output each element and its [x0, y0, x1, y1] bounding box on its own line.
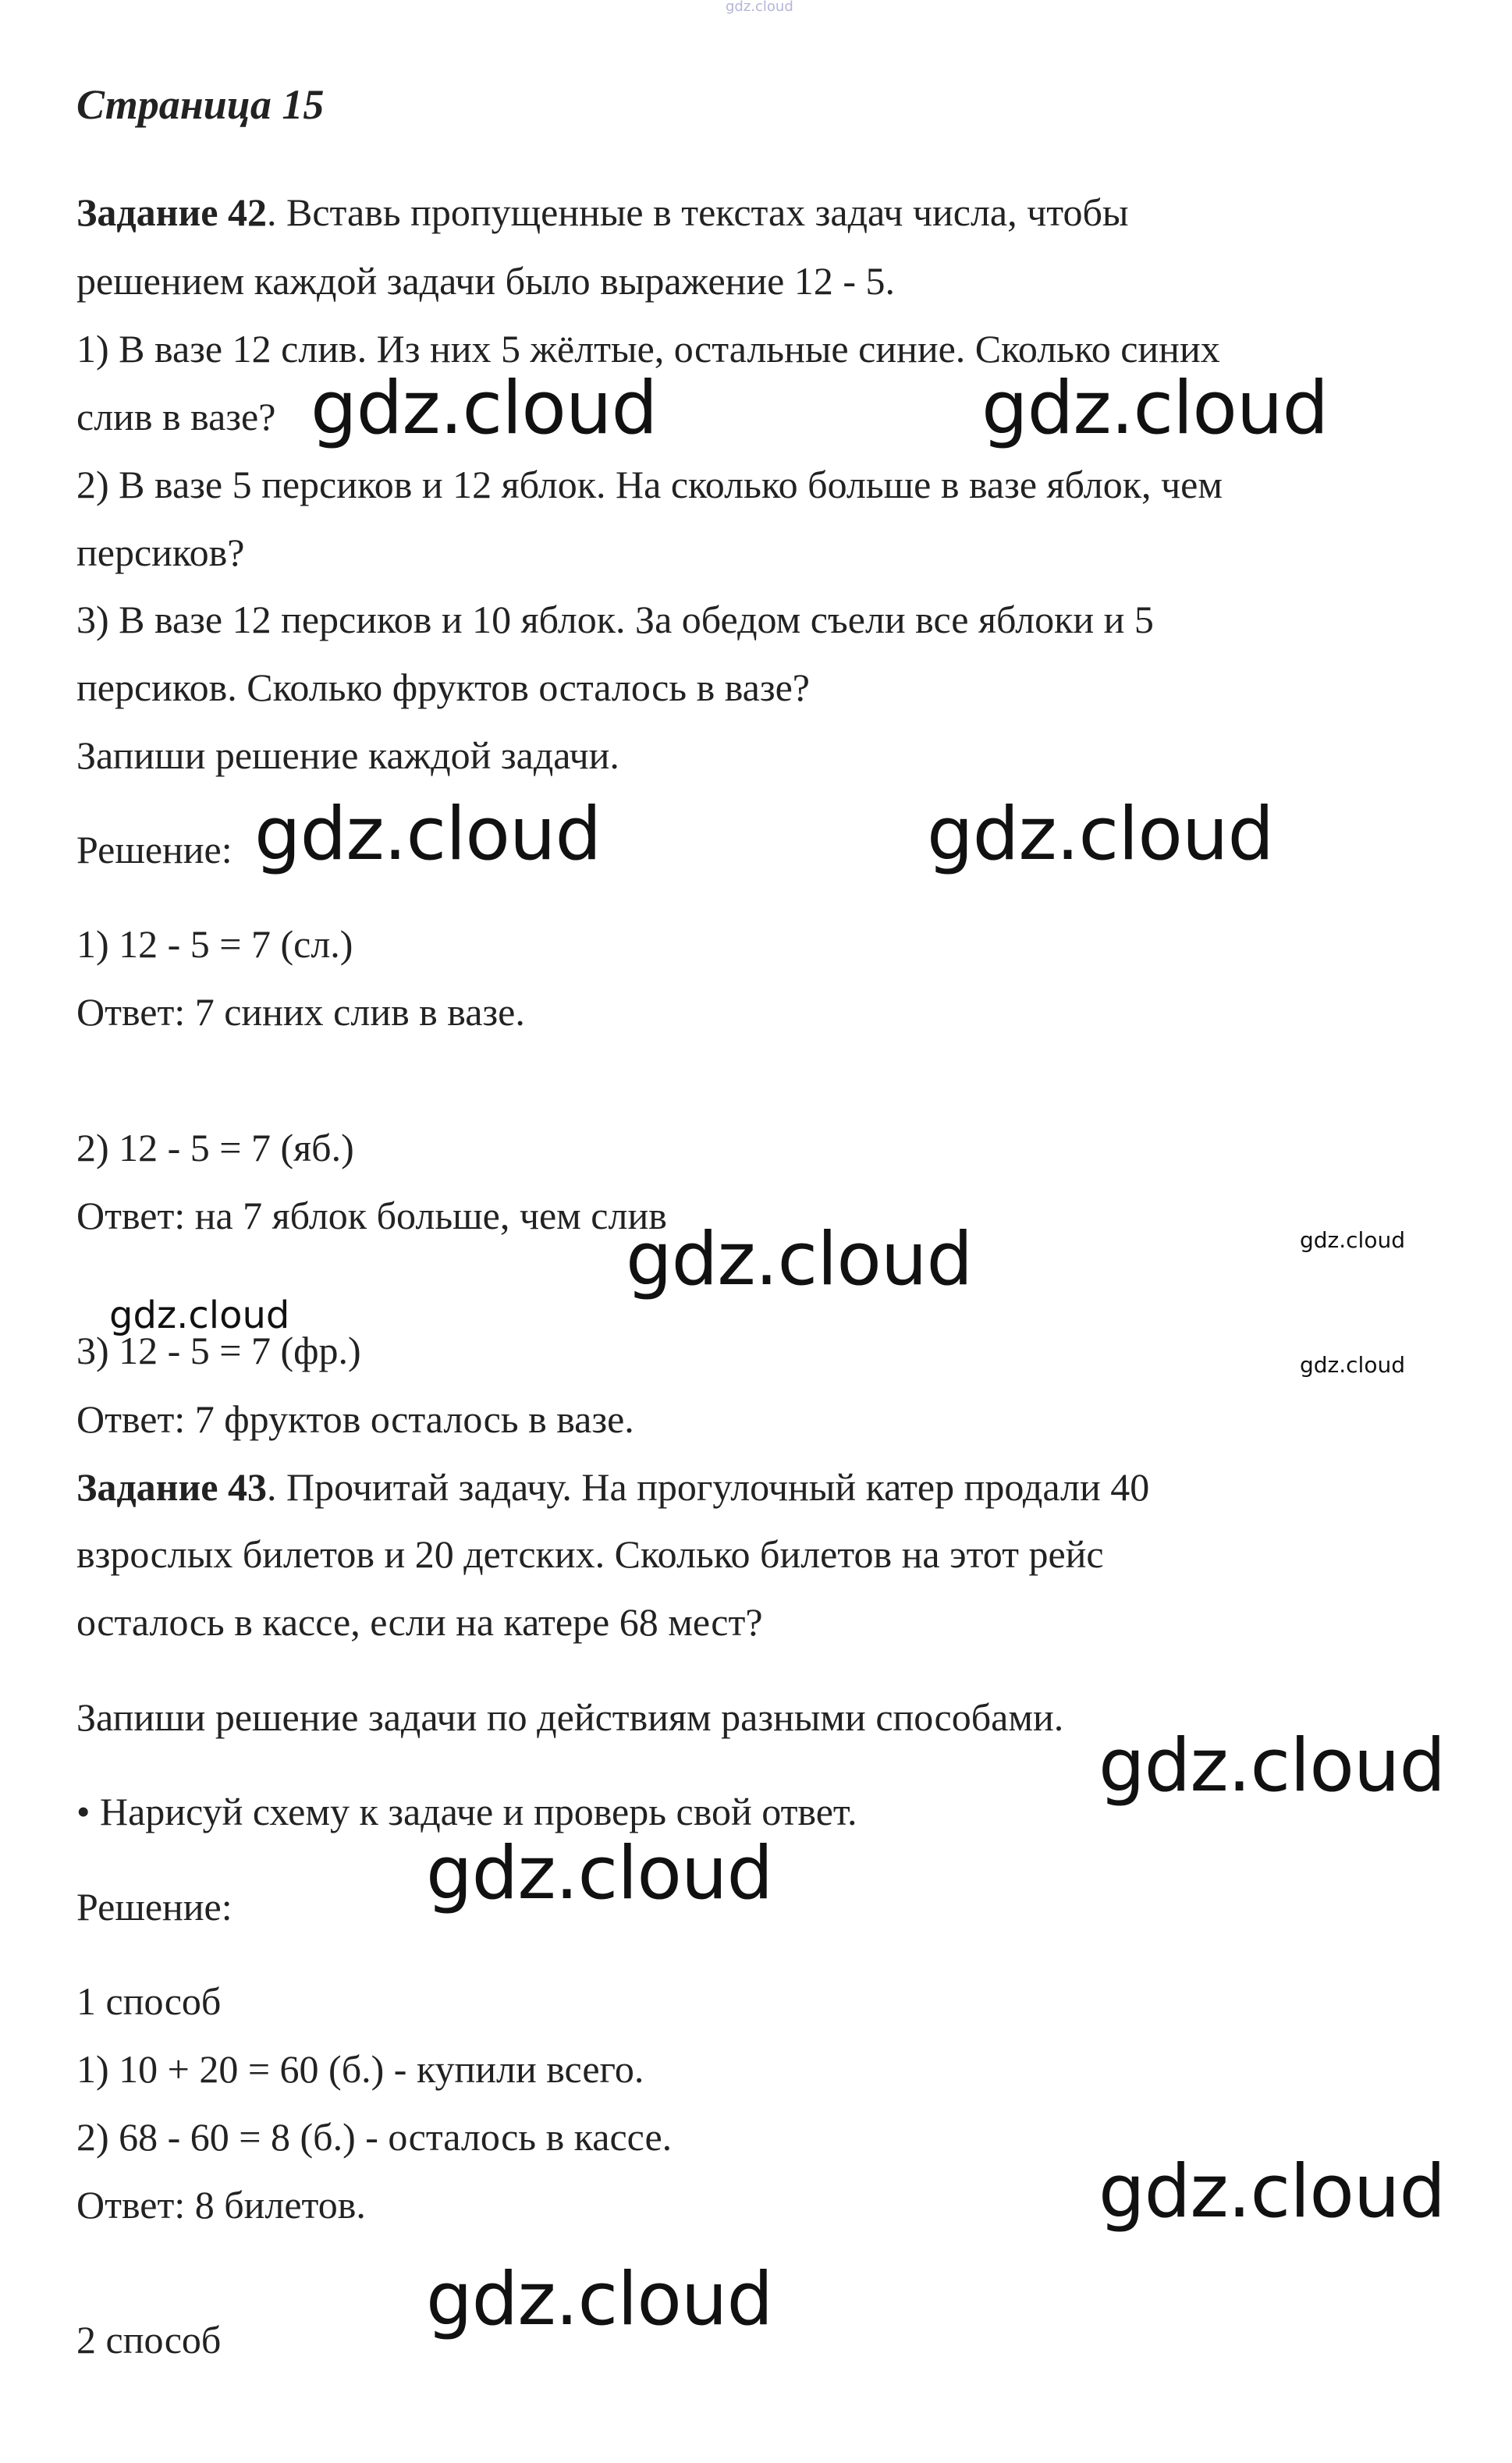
task42-problem1-line1: 1) В вазе 12 слив. Из них 5 жёлтые, остальные синие. Сколько синих: [76, 327, 1220, 371]
watermark-6: gdz.cloud: [1300, 1227, 1405, 1253]
watermark-11: gdz.cloud: [1099, 2149, 1446, 2234]
task43-way1-answer: Ответ: 8 билетов.: [76, 2183, 366, 2227]
task42-label: Задание 42: [76, 190, 267, 234]
task43-solution-label: Решение:: [76, 1885, 232, 1929]
watermark-3: gdz.cloud: [254, 792, 602, 877]
task43-intro-text: . Прочитай задачу. На прогулочный катер продали 40: [267, 1465, 1150, 1509]
watermark-12: gdz.cloud: [426, 2257, 773, 2342]
task42-intro-line2: решением каждой задачи было выражение 12 - 5.: [76, 259, 895, 303]
task43-way2-label: 2 способ: [76, 2318, 222, 2362]
task42-solution2-expression: 2) 12 - 5 = 7 (яб.): [76, 1126, 354, 1169]
watermark-9: gdz.cloud: [1099, 1723, 1446, 1808]
task42-solution3-answer: Ответ: 7 фруктов осталось в вазе.: [76, 1397, 634, 1441]
task42-problem3-line1: 3) В вазе 12 персиков и 10 яблок. За обедом съели все яблоки и 5: [76, 598, 1154, 641]
watermark-10: gdz.cloud: [426, 1831, 773, 1916]
task43-instruction2: • Нарисуй схему к задаче и проверь свой ответ.: [76, 1790, 857, 1833]
task42-solution3-expression: 3) 12 - 5 = 7 (фр.): [76, 1329, 361, 1372]
task43-way1-step2: 2) 68 - 60 = 8 (б.) - осталось в кассе.: [76, 2115, 673, 2159]
task42-intro-text: . Вставь пропущенные в текстах задач числа, чтобы: [267, 190, 1129, 234]
task42-problem3-line2: персиков. Сколько фруктов осталось в вазе?: [76, 665, 810, 709]
page-title: Страница 15: [76, 81, 325, 128]
task42-problem1-line2: слив в вазе?: [76, 395, 276, 438]
task42-solution2-answer: Ответ: на 7 яблок больше, чем слив: [76, 1194, 667, 1237]
task43-label: Задание 43: [76, 1465, 267, 1509]
task43-way1-label: 1 способ: [76, 1979, 222, 2023]
watermark-7: gdz.cloud: [109, 1294, 290, 1337]
watermark-4: gdz.cloud: [927, 792, 1274, 877]
task42-solution-label: Решение:: [76, 828, 232, 871]
task42-solution1-expression: 1) 12 - 5 = 7 (сл.): [76, 922, 353, 966]
task42-instruction: Запиши решение каждой задачи.: [76, 733, 619, 777]
watermark-8: gdz.cloud: [1300, 1352, 1405, 1378]
watermark-2: gdz.cloud: [981, 366, 1329, 451]
task42-problem2-line1: 2) В вазе 5 персиков и 12 яблок. На сколько больше в вазе яблок, чем: [76, 463, 1223, 506]
task43-instruction1: Запиши решение задачи по действиям разными способами.: [76, 1695, 1064, 1739]
task42-solution1-answer: Ответ: 7 синих слив в вазе.: [76, 990, 525, 1034]
watermark-1: gdz.cloud: [311, 366, 658, 451]
watermark-top: gdz.cloud: [726, 0, 793, 15]
task43-intro-line1: [76, 1464, 1149, 1510]
task43-intro-line3: осталось в кассе, если на катере 68 мест?: [76, 1600, 763, 1644]
task43-intro-line2: взрослых билетов и 20 детских. Сколько билетов на этот рейс: [76, 1532, 1104, 1576]
task42-problem2-line2: персиков?: [76, 531, 245, 574]
task42-intro-line1: [76, 189, 1129, 236]
task43-way1-step1: 1) 10 + 20 = 60 (б.) - купили всего.: [76, 2047, 644, 2091]
watermark-5: gdz.cloud: [626, 1217, 973, 1302]
